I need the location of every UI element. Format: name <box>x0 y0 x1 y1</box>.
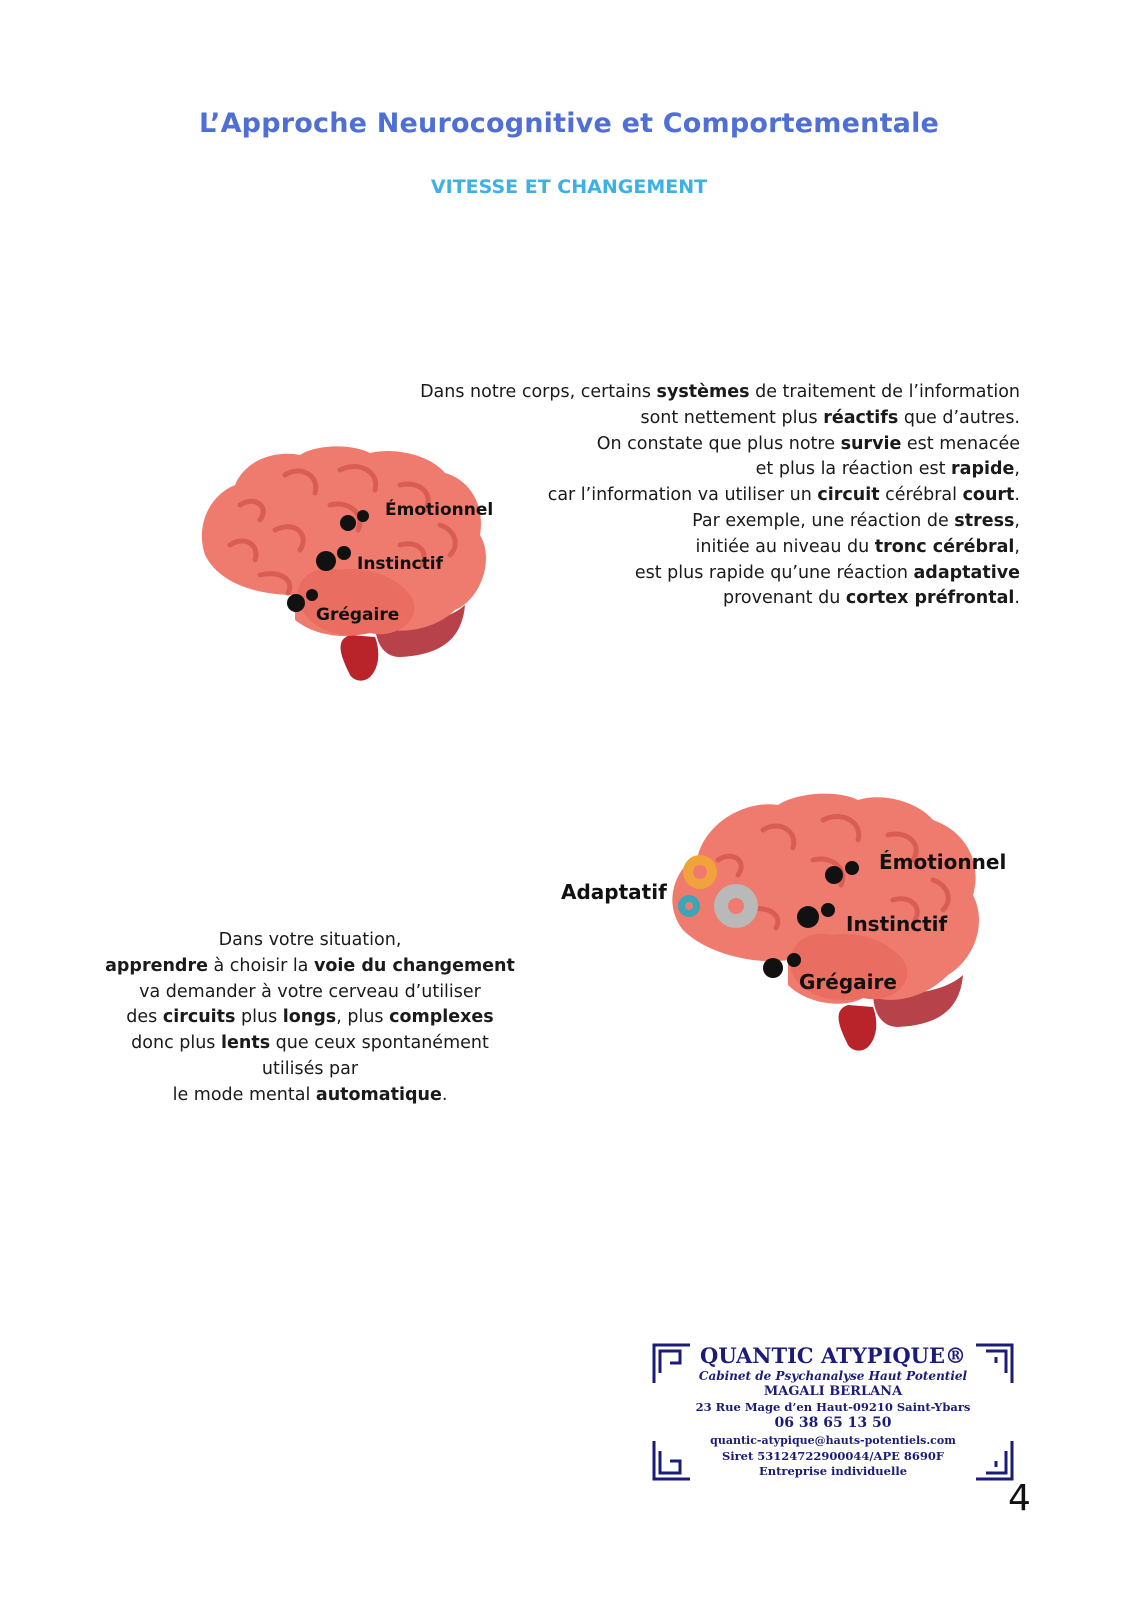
text-segment: initiée au niveau du <box>695 536 875 557</box>
text-segment: le mode mental <box>172 1084 316 1105</box>
brain1-label-gregarious: Grégaire <box>316 605 400 625</box>
emphasized-text: rapide <box>951 459 1015 480</box>
stamp-phone: 06 38 65 13 50 <box>774 1415 892 1431</box>
page-title: L’Approche Neurocognitive et Comportementale <box>198 108 940 139</box>
emphasized-text: systèmes <box>656 382 750 402</box>
stamp-email: quantic-atypique@hauts-potentiels.com <box>710 1434 956 1447</box>
emphasized-text: voie du changement <box>313 955 515 976</box>
text-segment: , <box>1014 536 1020 557</box>
text-segment: que ceux spontanément <box>270 1033 489 1054</box>
emphasized-text: tronc cérébral <box>874 536 1015 557</box>
stamp-siret: Siret 53124722900044/APE 8690F <box>721 1449 945 1463</box>
brain2-label-emotional: Émotionnel <box>879 850 1007 874</box>
text-segment: donc plus <box>131 1033 221 1054</box>
text-segment: Dans notre corps, certains <box>420 382 657 402</box>
text-line <box>100 1083 520 1109</box>
page-subtitle: VITESSE ET CHANGEMENT <box>430 176 708 198</box>
text-segment: , plus <box>336 1007 390 1028</box>
stamp-person: MAGALI BERLANA <box>763 1384 903 1399</box>
text-segment: plus <box>235 1007 283 1028</box>
text-segment: Par exemple, une réaction de <box>692 510 955 531</box>
text-segment: . <box>1014 588 1020 609</box>
change-paragraph <box>100 928 520 1109</box>
emphasized-text: cortex préfrontal <box>845 588 1015 609</box>
text-segment: va demander à votre cerveau d’utiliser <box>139 981 481 1002</box>
stamp-company-name: QUANTIC ATYPIQUE® <box>700 1343 966 1368</box>
text-segment: de traitement de l’information <box>749 382 1020 402</box>
emphasized-text: lents <box>221 1033 271 1054</box>
text-segment: On constate que plus notre <box>596 433 841 454</box>
text-line <box>380 380 1020 406</box>
text-segment: provenant du <box>723 588 846 609</box>
text-line <box>100 1057 520 1083</box>
company-stamp <box>652 1343 1014 1481</box>
text-segment: est menacée <box>901 433 1020 454</box>
text-segment: cérébral <box>879 485 963 506</box>
text-segment: , <box>1014 459 1020 480</box>
emphasized-text: réactifs <box>823 407 899 428</box>
text-segment: est plus rapide qu’une réaction <box>634 562 914 583</box>
emphasized-text: stress <box>954 510 1015 531</box>
emphasized-text: circuits <box>162 1007 236 1028</box>
text-line <box>380 406 1020 432</box>
emphasized-text: adaptative <box>913 562 1020 583</box>
text-segment: à choisir la <box>207 955 314 976</box>
text-line <box>100 954 520 980</box>
emphasized-text: longs <box>282 1007 337 1028</box>
emphasized-text: automatique <box>315 1084 442 1105</box>
text-segment: . <box>441 1084 448 1105</box>
page-number: 4 <box>1008 1478 1031 1519</box>
text-segment: . <box>1014 485 1020 506</box>
text-segment: utilisés par <box>261 1058 359 1079</box>
stamp-address: 23 Rue Mage d’en Haut-09210 Saint-Ybars <box>695 1400 971 1414</box>
text-segment: des <box>126 1007 163 1028</box>
text-segment: sont nettement plus <box>640 407 824 428</box>
brain2-label-instinctive: Instinctif <box>846 912 948 936</box>
text-segment: Dans votre situation, <box>218 930 402 950</box>
brain2-label-gregarious: Grégaire <box>799 970 897 994</box>
stamp-status: Entreprise individuelle <box>758 1464 908 1478</box>
brain-illustration-1 <box>200 445 500 685</box>
stamp-tagline: Cabinet de Psychanalyse Haut Potentiel <box>698 1369 968 1383</box>
text-line <box>100 980 520 1006</box>
text-line <box>100 1005 520 1031</box>
brain2-label-adaptive: Adaptatif <box>561 880 667 904</box>
text-line <box>100 928 520 954</box>
emphasized-text: complexes <box>389 1007 494 1028</box>
brain1-label-instinctive: Instinctif <box>357 554 444 574</box>
text-segment: , <box>1014 510 1020 531</box>
emphasized-text: court <box>962 485 1015 506</box>
text-segment: car l’information va utiliser un <box>547 485 818 506</box>
brain1-label-emotional: Émotionnel <box>385 500 494 520</box>
emphasized-text: survie <box>840 433 902 454</box>
text-segment: que d’autres. <box>898 407 1020 428</box>
emphasized-text: apprendre <box>105 955 208 976</box>
text-segment: et plus la réaction est <box>755 459 952 480</box>
text-line <box>100 1031 520 1057</box>
emphasized-text: circuit <box>817 485 880 506</box>
brain-icon <box>202 446 486 680</box>
